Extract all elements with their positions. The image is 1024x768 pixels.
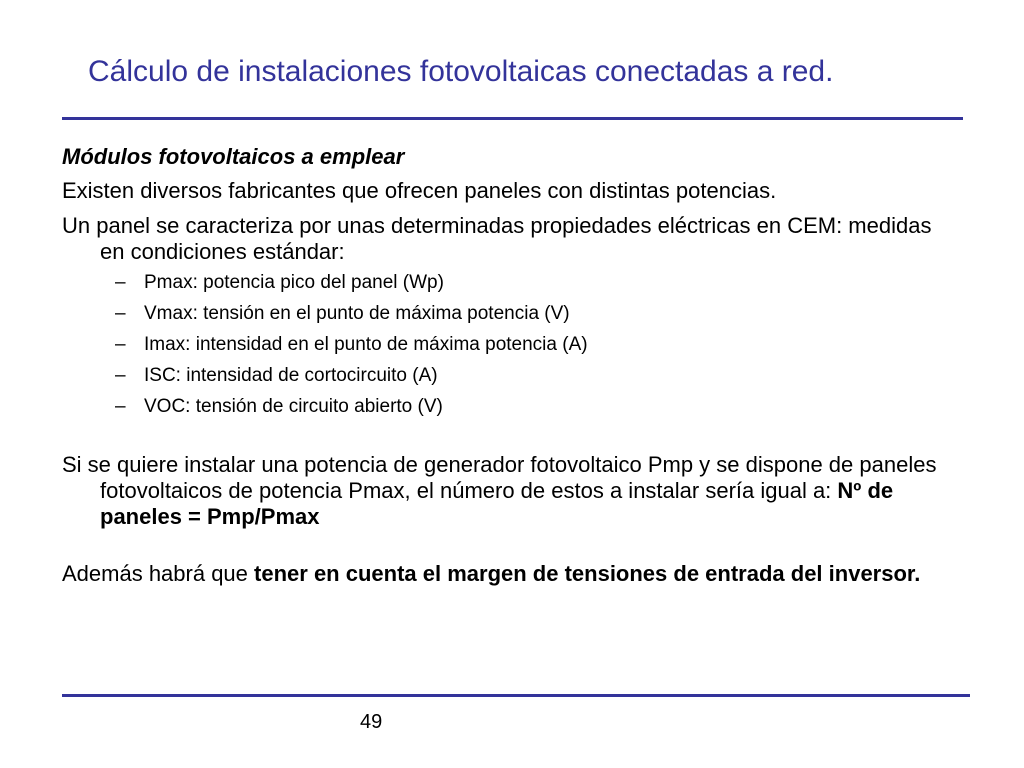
list-item [62,391,962,422]
dash-marker: – [115,272,126,293]
paragraph-manufacturers: Existen diversos fabricantes que ofrecen paneles con distintas potencias. [62,178,777,203]
paragraph-panel-properties: Un panel se caracteriza por unas determinadas propiedades eléctricas en CEM: medidas en condiciones estándar: [62,213,932,264]
list-item-text: Pmax: potencia pico del panel (Wp) [144,272,444,293]
section-heading: Módulos fotovoltaicos a emplear [62,144,405,169]
dash-marker: – [115,396,126,417]
list-item-text: Vmax: tensión en el punto de máxima potencia (V) [144,303,570,324]
list-item [62,298,962,329]
list-item-text: VOC: tensión de circuito abierto (V) [144,396,443,417]
paragraph-panel-count [62,452,962,530]
panel-count-text: Si se quiere instalar una potencia de generador fotovoltaico Pmp y se dispone de paneles fotovoltaicos de potencia Pmax, el número de estos a instalar sería igual a: [62,452,937,503]
title-divider [62,117,963,120]
list-item-text: Imax: intensidad en el punto de máxima potencia (A) [144,334,588,355]
dash-marker: – [115,334,126,355]
list-item [62,360,962,391]
paragraph-inverter-margin [62,561,962,587]
property-list [62,267,962,422]
list-item [62,329,962,360]
dash-marker: – [115,303,126,324]
list-item [62,267,962,298]
panel-count-formula: Nº de paneles = Pmp/Pmax [100,478,894,529]
slide-title: Cálculo de instalaciones fotovoltaicas conectadas a red. [88,55,834,88]
footer-divider [62,694,970,697]
page-number: 49 [360,711,383,733]
inverter-margin-emphasis: tener en cuenta el margen de tensiones de entrada del inversor. [254,561,921,586]
list-item-text: ISC: intensidad de cortocircuito (A) [144,365,438,386]
slide-body [62,143,962,596]
dash-marker: – [115,365,126,386]
inverter-margin-text: Además habrá que [62,561,255,586]
